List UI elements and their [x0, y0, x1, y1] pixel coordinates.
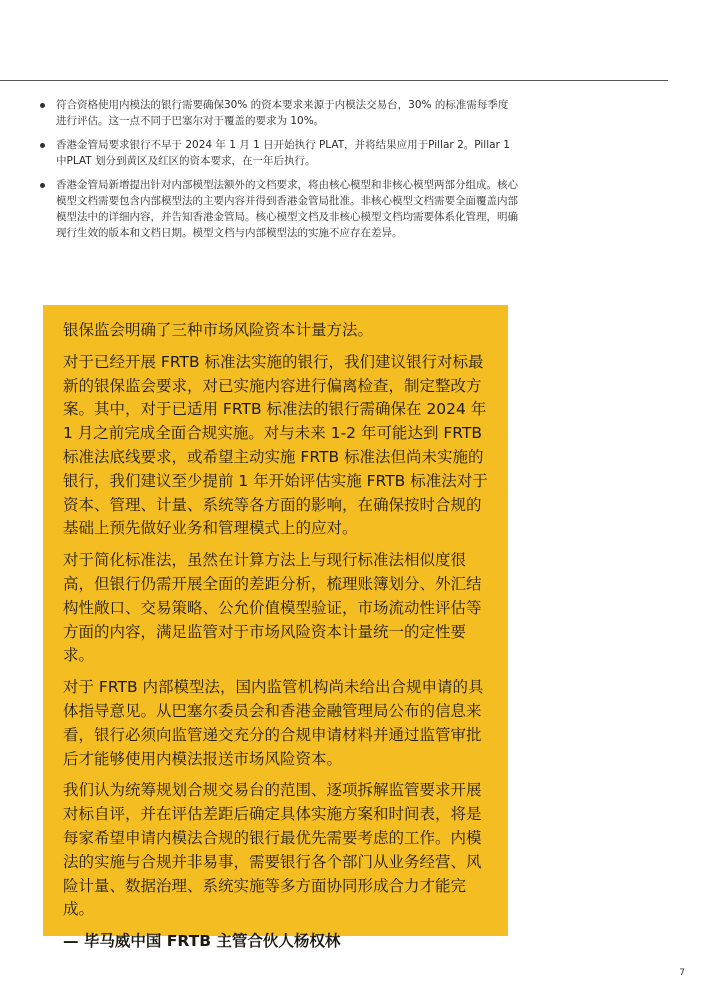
bullet-item [38, 97, 518, 129]
callout-paragraph: 银保监会明确了三种市场风险资本计量方法。 [63, 321, 374, 339]
callout-paragraph: 我们认为统筹规划合规交易台的范围、逐项拆解监管要求开展对标自评，并在评估差距后确定具体实施方案和时间表，将是每家希望申请内模法合规的银行最优先需要考虑的工作。内模法的实施与合规并非易事，需要银行各个部门从业务经营、风险计量、数据治理、系统实施等多方面协同形成合力才能完成。 [63, 781, 482, 919]
bullet-dot-icon [40, 103, 45, 108]
bullet-dot-icon [40, 143, 45, 148]
bullet-text: 符合资格使用内模法的银行需要确保30% 的资本要求来源于内模法交易台，30% 的标准需每季度进行评估。这一点不同于巴塞尔对于覆盖的要求为 10%。 [56, 99, 509, 127]
quote-callout-box [43, 305, 508, 951]
bullet-item [38, 137, 518, 169]
bullet-text: 香港金管局要求银行不早于 2024 年 1 月 1 日开始执行 PLAT，并将结果应用于Pillar 2。Pillar 1中PLAT 划分到黄区及红区的资本要求，在一年后执行。 [56, 139, 510, 167]
bullet-text: 香港金管局新增提出针对内部模型法额外的文档要求，将由核心模型和非核心模型两部分组成。核心模型文档需要包含内部模型法的主要内容并得到香港金管局批准。非核心模型文档需要全面覆盖内部模型法中的详细内容，并告知香港金管局。核心模型文档及非核心模型文档均需要体系化管理，明确现行生效的版本和文档日期。模型文档与内部模型法的实施不应存在差异。 [56, 179, 518, 239]
callout-paragraph: 对于已经开展 FRTB 标准法实施的银行，我们建议银行对标最新的银保监会要求，对已实施内容进行偏离检查，制定整改方案。其中，对于已适用 FRTB 标准法的银行需确保在 2024 年 1 月之前完成全面合规实施。对与未来 1-2 年可能达到 FRTB 标准法底线要求，或希望主动实施 FRTB 标准法但尚未实施的银行，我们建议至少提前 1 年开始评估实施 FRTB 标准法对于资本、管理、计量、系统等各方面的影响，在确保按时合规的基础上预先做好业务和管理模式上的应对。 [63, 352, 488, 538]
callout-paragraph: 对于简化标准法，虽然在计算方法上与现行标准法相似度很高，但银行仍需开展全面的差距分析，梳理账簿划分、外汇结构性敞口、交易策略、公允价值模型验证，市场流动性评估等方面的内容，满足监管对于市场风险资本计量统一的定性要求。 [63, 551, 482, 665]
bullet-dot-icon [40, 183, 45, 188]
bullet-list [38, 97, 518, 249]
callout-paragraph: 对于 FRTB 内部模型法，国内监管机构尚未给出合规申请的具体指导意见。从巴塞尔委员会和香港金融管理局公布的信息来看，银行必须向监管递交充分的合规申请材料并通过监管审批后才能够使用内模法报送市场风险资本。 [63, 678, 484, 768]
top-divider [0, 80, 668, 81]
bullet-item [38, 177, 518, 241]
page-number: 7 [679, 968, 685, 978]
quote-attribution: — 毕马威中国 FRTB 主管合伙人杨权林 [63, 932, 341, 951]
